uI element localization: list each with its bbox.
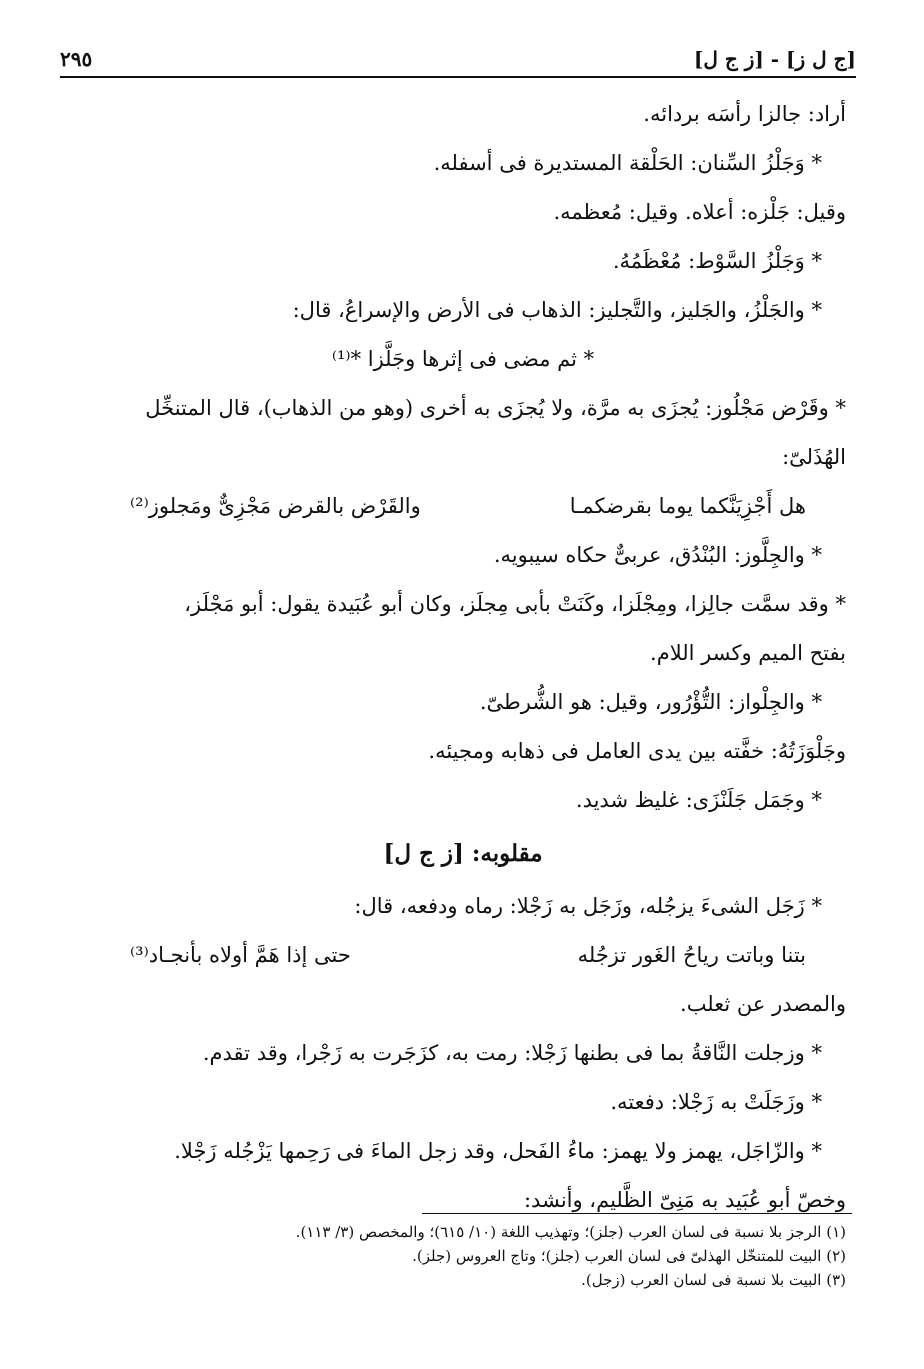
footnote-2: (٢) البيت للمتنخّل الهذلىّ فى لسان العرب (جلز)؛ وتاج العروس (جلز). (412, 1247, 846, 1265)
verse-second-hemistich: والقَرْض بالقرض مَجْزِىٌّ ومَجلوز⁽²⁾ (130, 494, 421, 518)
text-line: بفتح الميم وكسر اللام. (650, 641, 846, 665)
header-rule (60, 76, 856, 78)
entry-line: * والجَلْزُ، والجَليز، والتَّجليز: الذهاب فى الأرض والإسراعُ، قال: (292, 298, 822, 322)
entry-line: * وزَجَلَتْ به زَجْلا: دفعته. (610, 1090, 822, 1114)
entry-line: * وقد سمَّت جالِزا، ومِجْلَزا، وكَنَتْ بأبى مِجلَز، وكان أبو عُبَيدة يقول: أبو مَجْلَز، (184, 592, 846, 616)
verse-first-hemistich: هل أَجْزِيَنَّكما يوما بقرضكمـا (569, 494, 806, 518)
entry-line: * والجِلَّوز: البُنْدُق، عربىٌّ حكاه سيبويه. (493, 543, 822, 567)
text-line: الهُذَلىّ: (782, 445, 846, 469)
text-line: وجَلْوَزَتُهُ: خفَّته بين يدى العامل فى ذهابه ومجيئه. (428, 739, 846, 763)
text-line: أراد: جالزا رأسَه بردائه. (643, 102, 846, 126)
running-title: [ج ل ز] - [ز ج ل] (693, 47, 856, 71)
poem-verse-2 (80, 931, 846, 980)
text-line: والمصدر عن ثعلب. (680, 992, 846, 1016)
verse-first-hemistich: بتنا وباتت رياحُ الغَور تزجُله (577, 943, 806, 967)
text-line: وقيل: جَلْزه: أعلاه. وقيل: مُعظمه. (553, 200, 846, 224)
section-subheading: مقلوبه: [ز ج ل] (383, 840, 543, 867)
entry-line: * والجِلْواز: التُّؤْرُور، وقيل: هو الشُّرطىّ. (479, 690, 822, 714)
page-number: ٢٩٥ (60, 47, 93, 71)
verse-second-hemistich: حتى إذا هَمَّ أولاه بأنجـاد⁽³⁾ (130, 943, 351, 967)
footnote-rule (422, 1213, 852, 1214)
entry-line: * وَجَلْزُ السَّوْط: مُعْظَمُهُ. (612, 249, 822, 273)
footnote-1: (١) الرجز بلا نسبة فى لسان العرب (جلز)؛ وتهذيب اللغة (١٠/ ٦١٥)؛ والمخصص (٣/ ١١٣). (295, 1223, 846, 1241)
entry-line: * وجَمَل جَلَنْزَى: غليظ شديد. (575, 788, 822, 812)
rajaz-verse: * ثم مضى فى إثرها وجَلَّزا *⁽¹⁾ (331, 347, 595, 371)
entry-line: * وقَرْض مَجْلُوز: يُجزَى به مرَّة، ولا يُجزَى به أخرى (وهو من الذهاب)، قال المتنخِّل (145, 396, 846, 420)
main-text (80, 90, 846, 1225)
entry-line: * والزّاجَل، يهمز ولا يهمز: ماءُ الفَحل، وقد زجل الماءَ فى رَحِمها يَزْجُله زَجْلا. (174, 1139, 822, 1163)
poem-verse-1 (80, 482, 846, 531)
text-line: وخصّ أبو عُبَيد به مَنِىّ الظَّليم، وأنشد: (523, 1188, 846, 1212)
entry-line: * وَجَلْزُ السِّنان: الحَلْقة المستديرة فى أسفله. (433, 151, 822, 175)
entry-line: * وزجلت النَّاقةُ بما فى بطنها زَجْلا: رمت به، كزَجَرت به زَجْرا، وقد تقدم. (202, 1041, 822, 1065)
footnote-3: (٣) البيت بلا نسبة فى لسان العرب (زجل). (581, 1271, 846, 1289)
page-header (60, 44, 856, 74)
footnotes (80, 1220, 846, 1292)
entry-line: * زَجَل الشىءَ يزجُله، وزَجَل به زَجْلا: رماه ودفعه، قال: (354, 894, 822, 918)
